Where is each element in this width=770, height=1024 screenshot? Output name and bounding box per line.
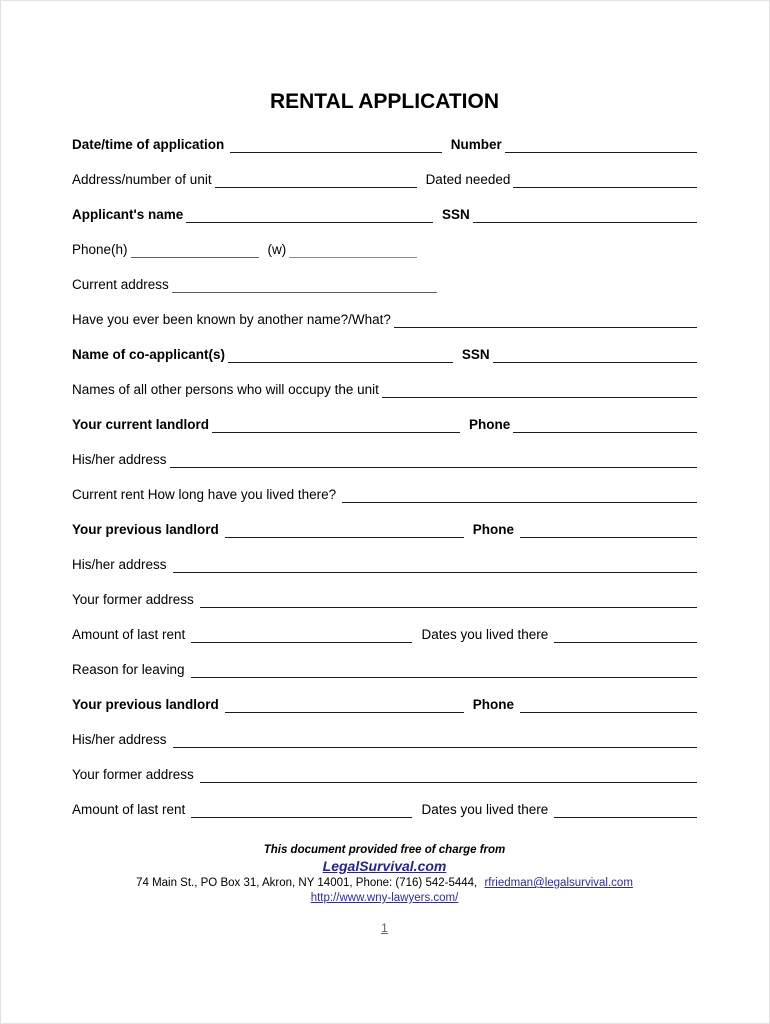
blank-previous-landlord-1[interactable]	[225, 525, 464, 538]
label-former-address-1: Your former address	[72, 592, 194, 607]
blank-previous-landlord-address-1[interactable]	[173, 560, 697, 573]
blank-number[interactable]	[505, 140, 697, 153]
label-previous-landlord-2: Your previous landlord	[72, 697, 219, 712]
blank-other-occupants[interactable]	[382, 385, 697, 398]
blank-current-address[interactable]	[172, 280, 437, 293]
form-row-landlord-address	[72, 452, 697, 468]
website-link[interactable]: http://www.wny-lawyers.com/	[310, 892, 459, 904]
blank-previous-landlord-phone-2[interactable]	[520, 700, 697, 713]
label-amount-last-rent-2: Amount of last rent	[72, 802, 186, 817]
document-footer	[72, 843, 697, 906]
label-former-address-2: Your former address	[72, 767, 194, 782]
blank-address-number-of-unit[interactable]	[215, 175, 417, 188]
blank-reason-for-leaving[interactable]	[191, 665, 697, 678]
blank-date-time-of-application[interactable]	[230, 140, 441, 153]
page-number: 1	[381, 921, 388, 935]
blank-known-by-another-name[interactable]	[394, 315, 697, 328]
label-phone-home: Phone(h)	[72, 242, 128, 257]
blank-current-rent-duration[interactable]	[342, 490, 697, 503]
blank-dates-lived-there-1[interactable]	[554, 630, 697, 643]
blank-amount-last-rent-1[interactable]	[191, 630, 412, 643]
form-row-current-landlord	[72, 417, 697, 433]
form-row-last-rent-2	[72, 802, 697, 818]
label-previous-landlord-address-2: His/her address	[72, 732, 167, 747]
form-row-applicant-ssn	[72, 207, 697, 223]
blank-current-landlord[interactable]	[212, 420, 460, 433]
application-form	[72, 137, 697, 818]
form-row-phones	[72, 242, 697, 258]
label-known-by-another-name: Have you ever been known by another name?/What?	[72, 312, 391, 327]
label-current-landlord-address: His/her address	[72, 452, 167, 467]
blank-applicant-name[interactable]	[186, 210, 433, 223]
label-date-time-of-application: Date/time of application	[72, 137, 225, 152]
label-current-rent-duration: Current rent How long have you lived there?	[72, 487, 337, 502]
form-row-date-number	[72, 137, 697, 153]
label-address-number-of-unit: Address/number of unit	[72, 172, 212, 187]
label-previous-landlord-phone-2: Phone	[472, 697, 514, 712]
page-title: RENTAL APPLICATION	[269, 90, 500, 113]
label-current-address: Current address	[72, 277, 169, 292]
label-dates-lived-there-2: Dates you lived there	[421, 802, 549, 817]
label-previous-landlord-1: Your previous landlord	[72, 522, 219, 537]
blank-amount-last-rent-2[interactable]	[191, 805, 412, 818]
blank-former-address-2[interactable]	[200, 770, 697, 783]
label-previous-landlord-address-1: His/her address	[72, 557, 167, 572]
form-row-previous-landlord-1	[72, 522, 697, 538]
blank-previous-landlord-phone-1[interactable]	[520, 525, 697, 538]
label-amount-last-rent-1: Amount of last rent	[72, 627, 186, 642]
form-row-former-address-1	[72, 592, 697, 608]
blank-ssn[interactable]	[473, 210, 697, 223]
blank-co-applicants[interactable]	[228, 350, 453, 363]
footer-contact-line	[72, 876, 697, 891]
legalsurvival-link[interactable]: LegalSurvival.com	[322, 858, 447, 874]
blank-phone-home[interactable]	[131, 245, 259, 258]
form-row-address-dateneeded	[72, 172, 697, 188]
footer-url-line	[72, 891, 697, 906]
blank-dated-needed[interactable]	[513, 175, 697, 188]
label-ssn: SSN	[441, 207, 470, 222]
label-applicant-name: Applicant's name	[72, 207, 184, 222]
label-reason-for-leaving: Reason for leaving	[72, 662, 185, 677]
blank-co-applicant-ssn[interactable]	[493, 350, 697, 363]
form-row-previous-landlord-2	[72, 697, 697, 713]
email-link[interactable]: rfriedman@legalsurvival.com	[484, 877, 633, 889]
label-current-landlord: Your current landlord	[72, 417, 210, 432]
form-row-former-address-2	[72, 767, 697, 783]
label-number: Number	[450, 137, 502, 152]
blank-former-address-1[interactable]	[200, 595, 697, 608]
label-co-applicants: Name of co-applicant(s)	[72, 347, 226, 362]
blank-current-landlord-phone[interactable]	[513, 420, 697, 433]
form-row-occupants	[72, 382, 697, 398]
form-row-current-rent	[72, 487, 697, 503]
form-row-previous-landlord-address-2	[72, 732, 697, 748]
footer-note: This document provided free of charge from	[263, 844, 506, 856]
blank-current-landlord-address[interactable]	[170, 455, 697, 468]
label-co-applicant-ssn: SSN	[461, 347, 490, 362]
label-current-landlord-phone: Phone	[469, 417, 511, 432]
label-previous-landlord-phone-1: Phone	[472, 522, 514, 537]
label-other-occupants: Names of all other persons who will occupy the unit	[72, 382, 379, 397]
blank-phone-work[interactable]	[289, 245, 417, 258]
form-row-last-rent-1	[72, 627, 697, 643]
blank-previous-landlord-address-2[interactable]	[173, 735, 697, 748]
form-row-current-address	[72, 277, 697, 293]
form-row-previous-landlord-address-1	[72, 557, 697, 573]
label-phone-work: (w)	[267, 242, 287, 257]
form-row-reason-leaving	[72, 662, 697, 678]
blank-previous-landlord-2[interactable]	[225, 700, 464, 713]
form-row-coapplicant-ssn	[72, 347, 697, 363]
label-dates-lived-there-1: Dates you lived there	[421, 627, 549, 642]
blank-dates-lived-there-2[interactable]	[554, 805, 697, 818]
label-dated-needed: Dated needed	[425, 172, 511, 187]
footer-contact-text: 74 Main St., PO Box 31, Akron, NY 14001, Phone: (716) 542-5444,	[136, 877, 478, 889]
form-row-other-name	[72, 312, 697, 328]
